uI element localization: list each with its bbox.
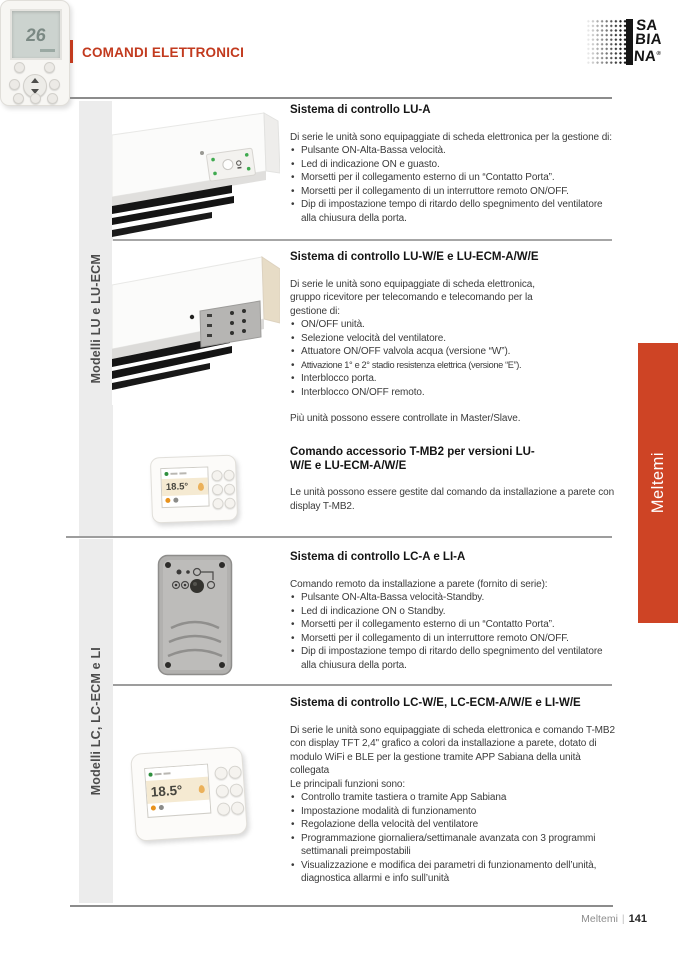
section-title: Sistema di controllo LC-A e LI-A [290,551,466,563]
tmb2-button [212,484,223,495]
section-lc-a [290,551,617,672]
bullet-item: • Programmazione giornaliera/settimanale avanzata con 3 programmi settimanali preimpostabili [290,832,617,859]
bullet-item: • Interblocco ON/OFF remoto. [290,386,566,400]
remote-button [30,93,41,104]
logo-bar [626,19,633,65]
tmb2-button [223,470,234,481]
header-accent-bar [70,40,73,63]
fan-led-icon [159,805,164,810]
control-panel-icon [206,148,255,181]
logo-line: NA® [633,48,662,65]
tmb2-screen [144,764,211,818]
tmb2-button [231,801,245,815]
section-lu-a [290,104,617,225]
sidebar-label-lc: Modelli LC, LC-ECM e LI [89,646,103,796]
lc-wall-control-photo [157,554,233,676]
remote-lcd-display [10,9,62,60]
status-tick [154,773,161,775]
bullet-item: • ON/OFF unità. [290,318,566,332]
logo-wordmark [633,19,663,65]
section-lu-we [290,251,566,426]
mode-led-icon [165,498,170,503]
status-tick [163,772,170,774]
tmb2-button [215,784,229,798]
bullet-item: • Interblocco porta. [290,372,566,386]
screen-main-area [146,777,209,804]
tmb2-button [212,498,223,509]
tmb2-thermostat-photo [150,455,238,524]
sabiana-logo [586,19,662,65]
section-rule [112,684,612,686]
bullet-item: • Regolazione della velocità del ventilatore [290,818,617,832]
bullet-item: • Led di indicazione ON o Standby. [290,605,617,619]
temperature-value: 18.5° [165,480,189,493]
section-intro: Comando remoto da installazione a parete (fornito di serie): [290,578,548,590]
section-outro: Più unità possono essere controllate in Master/Slave. [290,413,521,424]
status-tick [179,472,186,474]
side-tab-label: Meltemi [648,452,667,514]
footer-separator: | [621,913,625,925]
remote-button [14,62,25,73]
section-title: Sistema di controllo LU-W/E e LU-ECM-A/W/E [290,251,539,263]
remote-button [49,79,60,90]
footer-section-name: Meltemi [581,913,618,925]
sidebar-strip-lu [79,101,113,536]
remote-button [44,62,55,73]
bullet-item: • Dip di impostazione tempo di ritardo dello spegnimento del ventilatore alla chiusura della porta. [290,645,617,672]
lu-we-unit-photo [112,241,280,405]
logo-line: SA [635,17,659,34]
tmb2-button [224,484,235,495]
page-number: 141 [628,913,647,925]
bullet-item: • Dip di impostazione tempo di ritardo dello spegnimento del ventilatore alla chiusura della porta. [290,198,617,225]
section-title: Comando accessorio T-MB2 per versioni LU-W/E e LU-ECM-A/W/E [290,446,535,472]
tmb2-screen [160,466,209,508]
section-title: Sistema di controllo LU-A [290,104,431,116]
screen-main-area [162,478,209,497]
remote-temperature-value: 26 [24,24,48,45]
page-title: COMANDI ELETTRONICI [82,45,245,60]
section-intro: Di serie le unità sono equipaggiate di scheda elettronica per la gestione di: [290,131,612,143]
remote-button [47,93,58,104]
bullet-list [290,791,617,886]
heating-icon [198,482,204,490]
bullet-item: • Morsetti per il collegamento di un interruttore remoto ON/OFF. [290,185,617,199]
tmb2-button [214,766,228,780]
logo-line: BIA [634,31,663,48]
sidebar-label-lu: Modelli LU e LU-ECM [89,253,103,384]
tmb2-button [224,498,235,509]
lcd-bar [40,49,55,52]
arrow-up-icon [31,78,39,83]
remote-button [13,93,24,104]
bullet-item: • Controllo tramite tastiera o tramite App Sabiana [290,791,617,805]
bullet-item: • Morsetti per il collegamento esterno di un “Contatto Porta”. [290,171,617,185]
section-rule [70,97,612,99]
bullet-item: • Pulsante ON-Alta-Bassa velocità. [290,144,617,158]
section-intro-2: Le principali funzioni sono: [290,778,406,790]
bullet-item: • Visualizzazione e modifica dei parametri di funzionamento dell’unità, diagnostica allarmi e info sull’unità [290,859,617,886]
bullet-list [290,318,566,399]
bullet-item: • Morsetti per il collegamento di un interruttore remoto ON/OFF. [290,632,617,646]
ir-remote-photo [0,0,70,106]
bullet-item: • Impostazione modalità di funzionamento [290,805,617,819]
mode-led-icon [151,805,156,810]
bullet-item: • Attivazione 1° e 2° stadio resistenza elettrica (versione “E”). [290,359,566,373]
footer-rule [70,905,613,907]
section-rule [66,536,612,538]
registered-mark: ® [656,51,662,57]
meltemi-side-tab [638,343,678,623]
section-title: Sistema di controllo LC-W/E, LC-ECM-A/W/E e LI-W/E [290,697,581,709]
status-tick [170,473,177,475]
page-footer [420,913,647,925]
section-lc-we [290,697,617,886]
logo-halftone-icon [586,19,626,65]
tmb2-large-thermostat-photo [130,746,248,842]
bullet-item: • Selezione velocità del ventilatore. [290,332,566,346]
bullet-list [290,591,617,672]
temperature-value: 18.5° [150,782,183,800]
bullet-item: • Morsetti per il collegamento esterno di un “Contatto Porta”. [290,618,617,632]
fan-led-icon [173,498,178,503]
section-intro: Di serie le unità sono equipaggiate di scheda elettronica, gruppo ricevitore per telecomando e telecomando per la gestione di: [290,278,535,317]
status-led-icon [148,772,152,776]
section-body: Le unità possono essere gestite dal comando da installazione a parete con display T-MB2. [290,487,615,512]
lu-a-unit-photo [112,101,280,237]
remote-button [9,79,20,90]
tmb2-button [229,783,243,797]
section-tmb2-accessory [290,446,617,513]
bullet-item: • Pulsante ON-Alta-Bassa velocità-Standby. [290,591,617,605]
sidebar-strip-lc [79,539,113,903]
tmb2-button [228,765,242,779]
tmb2-button [211,470,222,481]
bullet-list [290,144,617,225]
status-led-icon [164,472,168,476]
bullet-item: • Attuatore ON/OFF valvola acqua (versione “W”). [290,345,566,359]
section-intro: Di serie le unità sono equipaggiate di scheda elettronica e comando T-MB2 con display TFT 2,4" grafico a colori da installazione a parete, dotato di modulo WiFi e BLE per la gestione tramite APP Sabiana della unità collegata [290,724,615,776]
tmb2-button [217,802,231,816]
bullet-item: • Led di indicazione ON e guasto. [290,158,617,172]
heating-icon [198,784,205,792]
